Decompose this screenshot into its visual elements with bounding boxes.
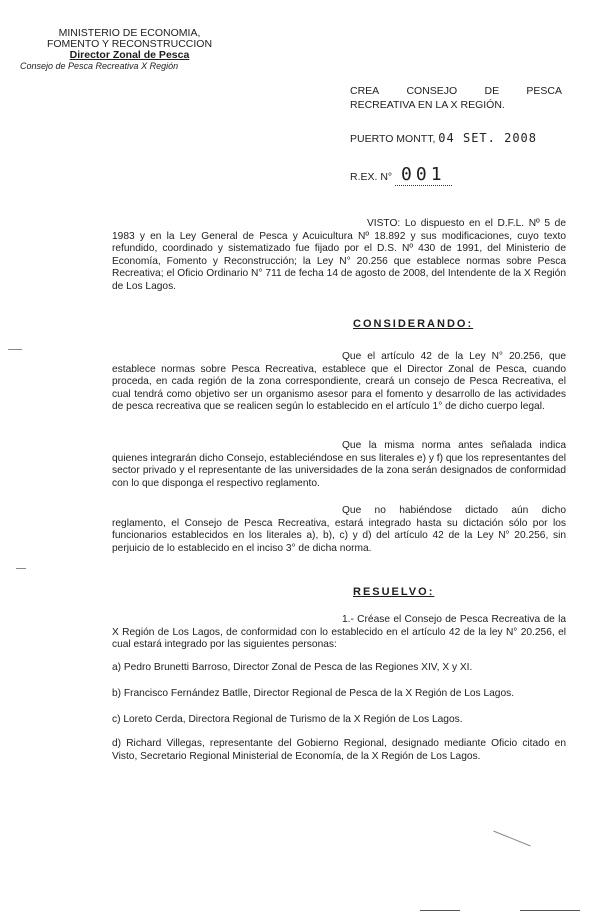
visto-paragraph: VISTO: Lo dispuesto en el D.F.L. Nº 5 de 1983 y en la Ley General de Pesca y Acuicultura Nº 18.892 y sus modificaciones, cuyo texto refundido, coordinado y sistematizado fue fijado por el D.S. Nº 430 de 1991, del Ministerio de Economía, Fomento y Reconstrucción; la Ley N° 20.256 que establece normas sobre Pesca Recreativa; el Oficio Ordinario N° 711 de fecha 14 de agosto de 2008, del Intendente de la X Región de Los Lagos. [112,218,566,292]
subject-line1 [350,84,562,98]
member-item-c: c) Loreto Cerda, Directora Regional de Turismo de la X Región de Los Lagos. [112,714,463,725]
member-item-a: a) Pedro Brunetti Barroso, Director Zonal de Pesca de las Regiones XIV, X y XI. [112,662,473,673]
subject-word: CONSEJO [406,85,458,97]
considerando-heading: CONSIDERANDO: [353,318,474,330]
subject-line2: RECREATIVA EN LA X REGIÓN. [350,99,505,111]
scan-margin-mark [8,349,22,350]
resuelvo-paragraph-1: 1.- Créase el Consejo de Pesca Recreativa de la X Región de Los Lagos, de conformidad con lo establecido en el artículo 42 de la ley N° 20.256, el cual estará integrado por las siguientes personas: [112,614,566,651]
resolution-subject [350,84,562,112]
scan-footer-mark [420,910,460,911]
considerando-paragraph-3: Que no habiéndose dictado aún dicho reglamento, el Consejo de Pesca Recreativa, estará integrado hasta su dictación sólo por los funcionarios establecidos en los literales a), b), c) y d) del artículo 42 de la Ley N° 20.256, sin perjuicio de lo establecido en el inciso 3° de dicha norma. [112,505,566,554]
director-title: Director Zonal de Pesca [69,49,190,61]
resuelvo-heading: RESUELVO: [353,586,435,598]
letterhead [22,28,237,72]
subject-word: DE [484,85,500,97]
resolution-number: 001 [395,164,452,186]
date-line [350,131,537,145]
resolution-label: R.EX. N° [350,171,393,183]
scan-footer-mark [520,910,580,911]
scan-stroke-mark [493,831,530,847]
ministry-name-line2: FOMENTO Y RECONSTRUCCION [46,38,213,50]
resolution-number-line [350,164,452,185]
scan-margin-mark [16,568,26,569]
considerando-paragraph-1: Que el artículo 42 de la Ley N° 20.256, que establece normas sobre Pesca Recreativa, establece que el Director Zonal de Pesca, cuando proceda, en cada región de la zona correspondiente, creará un consejo de Pesca Recreativa, el cual tendrá como objetivo ser un organismo asesor para el fomento y desarrollo de las actividades de pesca recreativa que se realicen según lo establecido en el artículo 1° de dicho cuerpo legal. [112,351,566,413]
council-name: Consejo de Pesca Recreativa X Región [20,61,179,71]
considerando-paragraph-2: Que la misma norma antes señalada indica quienes integrarán dicho Consejo, estableciéndose en sus literales e) y f) que los representantes del sector privado y el representante de las universidades de la zona serán designados de conformidad con lo que disponga el respectivo reglamento. [112,440,566,489]
ministry-name-line1: MINISTERIO DE ECONOMIA, [58,27,201,39]
subject-word: CREA [350,85,380,97]
date-stamp: 04 SET. 2008 [438,131,537,145]
member-item-d: d) Richard Villegas, representante del Gobierno Regional, designado mediante Oficio citado en Visto, Secretario Regional Ministerial de Economía, de la X Región de Los Lagos. [112,738,566,762]
member-item-b: b) Francisco Fernández Batlle, Director Regional de Pesca de la X Región de Los Lagos. [112,688,515,699]
date-place: PUERTO MONTT, [350,133,436,145]
subject-word: PESCA [526,85,562,97]
